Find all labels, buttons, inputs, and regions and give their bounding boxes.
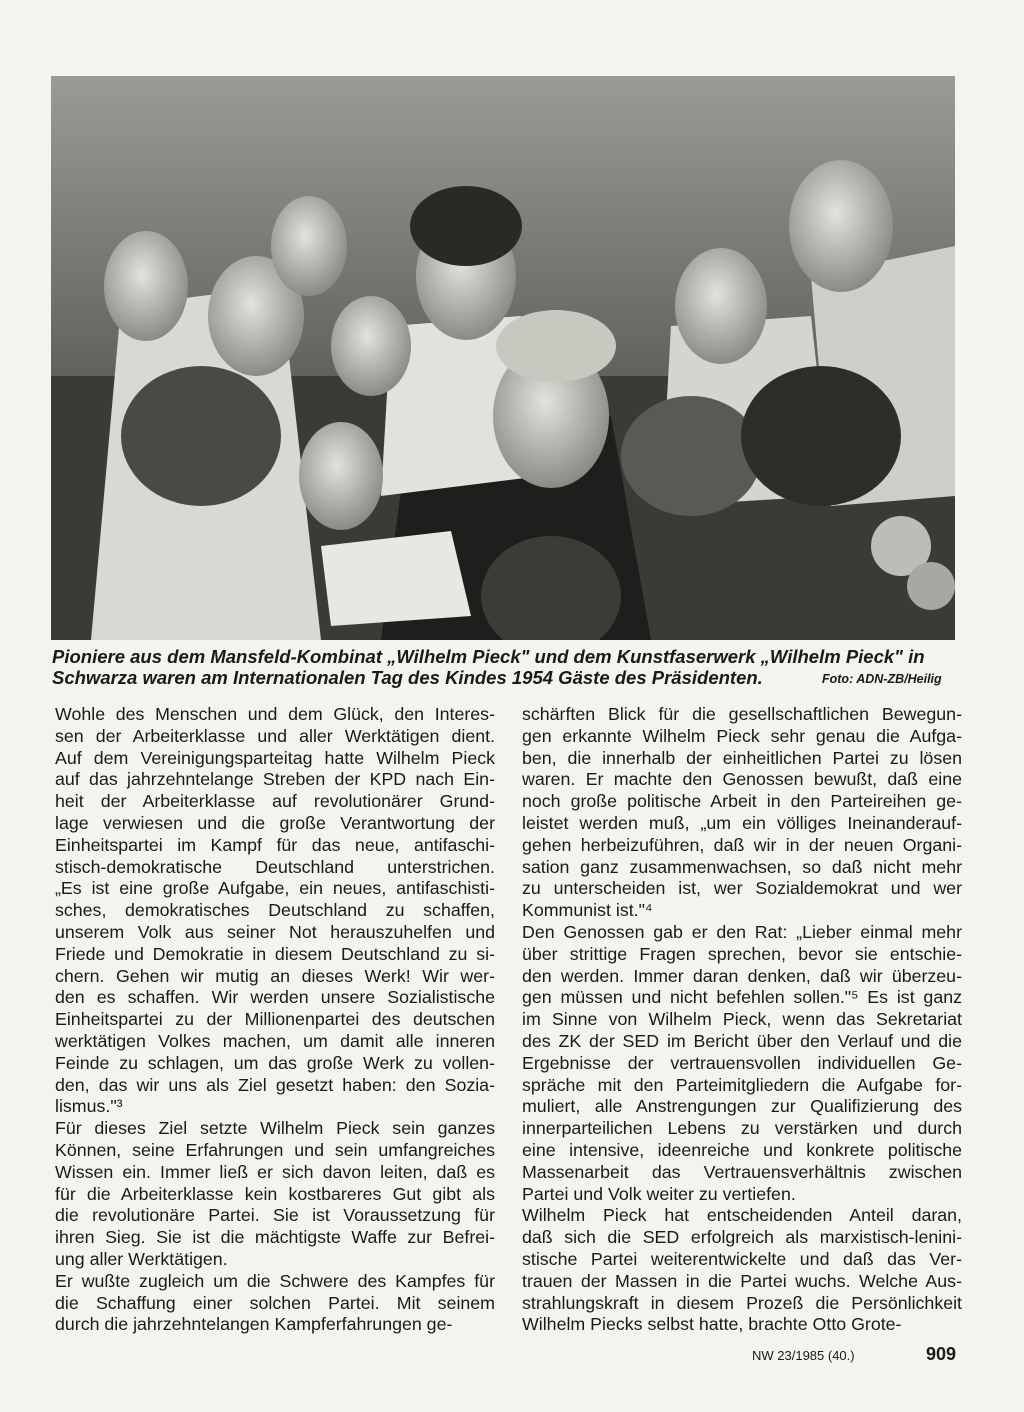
text-line: Partei und Volk weiter zu vertiefen. (522, 1183, 796, 1204)
issue-number: NW 23/1985 (40.) (752, 1348, 855, 1363)
text-line: den es schaffen. Wir werden unsere Sozialistische (55, 987, 495, 1008)
text-line: sation ganz zusammenwachsen, so daß nicht mehr (522, 856, 962, 877)
text-line: heit der Arbeiterklasse auf revolutionärer Grund- (55, 791, 495, 812)
text-line: ihren Sieg. Sie ist die mächtigste Waffe zur Befrei- (55, 1227, 495, 1248)
text-line: gehen herbeizuführen, daß wir in der neuen Organi- (522, 834, 962, 855)
page-number: 909 (926, 1344, 957, 1364)
text-line: „Es ist eine große Aufgabe, ein neues, antifaschisti- (55, 878, 495, 899)
text-line: im Sinne von Wilhelm Pieck, wenn das Sekretariat (522, 1009, 962, 1030)
text-line: werktätigen Volkes machen, um damit alle inneren (55, 1030, 495, 1051)
caption-line-2: Schwarza waren am Internationalen Tag des Kindes 1954 Gäste des Präsidenten. (52, 667, 763, 688)
text-line: ung aller Werktätigen. (55, 1248, 228, 1269)
text-line: sen der Arbeiterklasse und aller Werktätigen dient. (55, 725, 495, 746)
text-line: unserem Volk aus seiner Not herauszuhelfen und (55, 921, 495, 942)
photo-credit: Foto: ADN-ZB/Heilig (822, 672, 942, 686)
text-line: muliert, alle Anstrengungen zur Qualifizierung des (522, 1096, 962, 1117)
text-line: für die Arbeiterklasse kein kostbareres Gut gibt als (55, 1183, 495, 1204)
text-line: den werden. Immer daran denken, daß wir überzeu- (522, 965, 962, 986)
text-line: waren. Er machte den Genossen bewußt, daß eine (522, 769, 962, 790)
text-line: stisch-demokratische Deutschland unterstrichen. (55, 856, 495, 877)
text-line: über strittige Fragen sprechen, bevor sie entschie- (522, 943, 962, 964)
text-line: die revolutionäre Partei. Sie ist Voraussetzung für (55, 1205, 495, 1226)
text-line: schärften Blick für die gesellschaftlichen Bewegun- (522, 704, 962, 724)
text-line: auf das jahrzehntelange Streben der KPD nach Ein- (55, 769, 495, 790)
text-line: chern. Gehen wir mutig an dieses Werk! Wir wer- (55, 965, 495, 986)
text-line: Friede und Demokratie in diesem Deutschland zu si- (55, 943, 495, 964)
text-line: sches, demokratisches Deutschland zu schaffen, (55, 900, 495, 921)
text-line: eine intensive, ideenreiche und konkrete politische (522, 1139, 962, 1160)
text-line: stische Partei weiterentwickelte und daß das Ver- (522, 1248, 962, 1269)
text-line: Wilhelm Piecks selbst hatte, brachte Otto Grote- (522, 1314, 902, 1335)
text-line: Einheitspartei im Kampf für das neue, antifaschi- (55, 834, 495, 855)
text-line: zu unterscheiden ist, wer Sozialdemokrat und wer (522, 878, 962, 899)
text-line: strahlungskraft in diesem Prozeß die Persönlichkeit (522, 1292, 962, 1313)
text-line: Kommunist ist."⁴ (522, 900, 653, 921)
text-line: trauen der Massen in die Partei wuchs. Welche Aus- (522, 1270, 962, 1291)
text-line: gen müssen und nicht befehlen sollen."⁵ Es ist ganz (522, 987, 962, 1008)
text-line: Massenarbeit das Vertrauensverhältnis zwischen (522, 1161, 962, 1182)
text-line: den, das wir uns als Ziel gesetzt haben: den Sozia- (55, 1074, 495, 1095)
caption-line-1: Pioniere aus dem Mansfeld-Kombinat „Wilhelm Pieck" und dem Kunstfaserwerk „Wilhelm Pieck" in (52, 646, 925, 667)
text-line: Feinde zu schlagen, um das große Werk zu vollen- (55, 1052, 495, 1073)
text-line: spräche mit den Parteimitgliedern die Aufgabe for- (522, 1074, 962, 1095)
text-line: Wissen ein. Immer ließ er sich davon leiten, daß es (55, 1161, 495, 1182)
text-line: Er wußte zugleich um die Schwere des Kampfes für (55, 1270, 495, 1291)
text-line: Wohle des Menschen und dem Glück, den Interes- (55, 704, 495, 724)
text-line: leistet werden muß, „um ein völliges Ineinanderauf- (522, 812, 962, 833)
historic-photo (51, 76, 955, 640)
text-line: Den Genossen gab er den Rat: „Lieber einmal mehr (522, 921, 962, 942)
text-line: daß sich die SED erfolgreich als marxistisch-lenini- (522, 1227, 962, 1248)
text-line: innerparteilichen Lebens zu verstärken und durch (522, 1118, 962, 1139)
text-line: Für dieses Ziel setzte Wilhelm Pieck sein ganzes (55, 1118, 495, 1139)
text-column-left (55, 704, 495, 1336)
text-line: durch die jahrzehntelangen Kampferfahrungen ge- (55, 1314, 453, 1335)
text-column-right (522, 704, 962, 1336)
text-line: Auf dem Vereinigungsparteitag hatte Wilhelm Pieck (55, 747, 495, 768)
text-line: Ergebnisse der vertrauensvollen individuellen Ge- (522, 1052, 962, 1073)
text-line: die Schaffung einer solchen Partei. Mit seinem (55, 1292, 495, 1313)
text-line: lismus."³ (55, 1096, 123, 1117)
text-line: gen erkannte Wilhelm Pieck sehr genau die Aufga- (522, 725, 962, 746)
text-line: Können, seine Erfahrungen und sein umfangreiches (55, 1139, 495, 1160)
text-line: lage verwiesen und die große Verantwortung der (55, 812, 495, 833)
text-line: noch große politische Arbeit in den Parteireihen ge- (522, 791, 962, 812)
text-line: Einheitspartei zu der Millionenpartei des deutschen (55, 1009, 495, 1030)
photo-icon (51, 76, 955, 640)
text-line: Wilhelm Pieck hat entscheidenden Anteil daran, (522, 1205, 962, 1226)
text-line: ben, die innerhalb der einheitlichen Partei zu lösen (522, 747, 962, 768)
text-line: des ZK der SED im Bericht über den Verlauf und die (522, 1030, 962, 1051)
